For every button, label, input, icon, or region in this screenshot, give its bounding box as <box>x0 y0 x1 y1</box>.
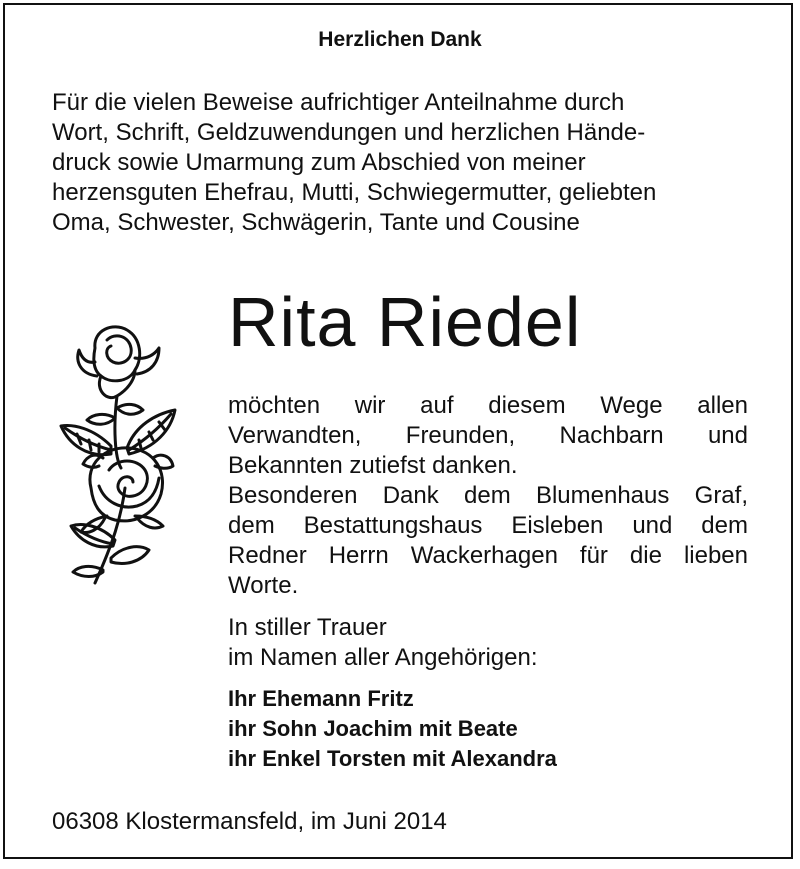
thanks-line: Verwandten, Freunden, Nachbarn und <box>228 422 748 449</box>
thanks-line: Bekannten zutiefst danken. <box>228 452 518 479</box>
thanks-line: Besonderen Dank dem Blumenhaus Graf, <box>228 482 748 509</box>
intro-line: druck sowie Umarmung zum Abschied von meiner <box>52 149 586 176</box>
thanks-line: möchten wir auf diesem Wege allen <box>228 392 748 419</box>
intro-line: Für die vielen Beweise aufrichtiger Anteilnahme durch <box>52 89 625 116</box>
signoff-line: im Namen aller Angehörigen: <box>228 644 538 671</box>
thanks-line: Redner Herrn Wackerhagen für die lieben <box>228 542 748 569</box>
intro-line: Oma, Schwester, Schwägerin, Tante und Cousine <box>52 209 580 236</box>
intro-paragraph <box>52 88 752 238</box>
signoff <box>228 613 538 673</box>
signer: ihr Sohn Joachim mit Beate <box>228 716 518 741</box>
signer: ihr Enkel Torsten mit Alexandra <box>228 746 557 771</box>
signoff-line: In stiller Trauer <box>228 614 387 641</box>
thanks-line: dem Bestattungshaus Eisleben und dem <box>228 512 748 539</box>
intro-line: Wort, Schrift, Geldzuwendungen und herzlichen Hände- <box>52 119 646 146</box>
rose-icon <box>55 318 185 588</box>
intro-line: herzensguten Ehefrau, Mutti, Schwiegermutter, geliebten <box>52 179 657 206</box>
thanks-paragraph <box>228 391 748 601</box>
deceased-name: Rita Riedel <box>228 283 582 361</box>
signer: Ihr Ehemann Fritz <box>228 686 414 711</box>
notice-heading: Herzlichen Dank <box>318 28 482 51</box>
thanks-line: Worte. <box>228 572 299 599</box>
place-date: 06308 Klostermansfeld, im Juni 2014 <box>52 808 447 835</box>
signers-list <box>228 684 557 774</box>
